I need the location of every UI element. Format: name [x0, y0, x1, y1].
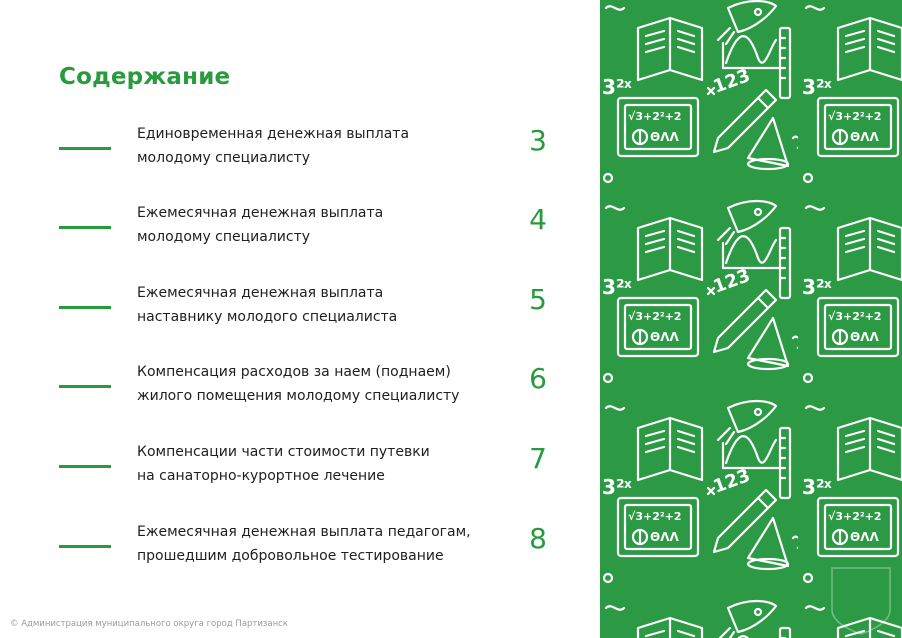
- school-doodle-svg: [600, 0, 902, 638]
- toc-page-number: 5: [529, 283, 547, 316]
- toc-item-title: [137, 360, 507, 408]
- school-doodle-pattern: [600, 0, 902, 638]
- toc-item-title: [137, 520, 507, 568]
- toc-item[interactable]: [0, 120, 600, 180]
- toc-item-title-line: Ежемесячная денежная выплата: [137, 285, 384, 301]
- toc-item-title: [137, 281, 507, 329]
- toc-page-number: 6: [529, 362, 547, 395]
- toc-bullet-line: [59, 465, 111, 468]
- toc-item-title-line: Компенсации части стоимости путевки: [137, 444, 430, 460]
- toc-bullet-line: [59, 545, 111, 548]
- toc-bullet-line: [59, 306, 111, 309]
- toc-page-number: 7: [529, 442, 547, 475]
- toc-page-number: 3: [529, 124, 547, 157]
- toc-item-title-line: Ежемесячная денежная выплата педагогам,: [137, 524, 471, 540]
- page-title: Содержание: [59, 64, 231, 90]
- toc-item[interactable]: [0, 199, 600, 259]
- toc-item-title-line: прошедшим добровольное тестирование: [137, 548, 444, 564]
- toc-item-title-line: Ежемесячная денежная выплата: [137, 205, 384, 221]
- toc-bullet-line: [59, 226, 111, 229]
- toc-page-number: 4: [529, 203, 547, 236]
- toc-item-title-line: молодому специалисту: [137, 150, 311, 166]
- footer-copyright: © Администрация муниципального округа город Партизанск: [10, 619, 288, 629]
- toc-item-title-line: Единовременная денежная выплата: [137, 126, 410, 142]
- toc-item[interactable]: [0, 279, 600, 339]
- toc-item-title-line: Компенсация расходов за наем (поднаем): [137, 364, 451, 380]
- toc-page-number: 8: [529, 522, 547, 555]
- toc-item-title-line: наставнику молодого специалиста: [137, 309, 398, 325]
- toc-bullet-line: [59, 385, 111, 388]
- toc-item-title: [137, 440, 507, 488]
- toc-item[interactable]: [0, 438, 600, 498]
- toc-item[interactable]: [0, 358, 600, 418]
- toc-bullet-line: [59, 147, 111, 150]
- toc-item-title-line: на санаторно-курортное лечение: [137, 468, 385, 484]
- toc-item-title-line: жилого помещения молодому специалисту: [137, 388, 460, 404]
- toc-item-title-line: молодому специалисту: [137, 229, 311, 245]
- toc-item[interactable]: [0, 518, 600, 578]
- toc-item-title: [137, 201, 507, 249]
- toc-item-title: [137, 122, 507, 170]
